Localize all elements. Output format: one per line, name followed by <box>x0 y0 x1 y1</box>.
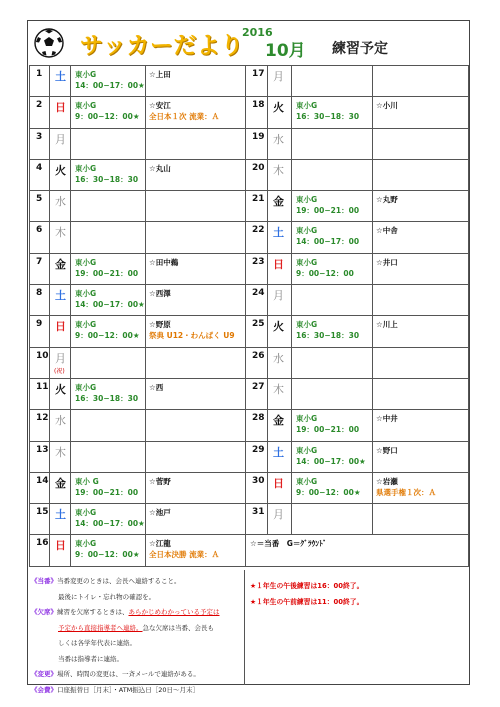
calendar-row <box>30 504 246 535</box>
duty-name: ☆小川 <box>376 101 398 111</box>
calendar-row <box>246 504 469 535</box>
day-of-week <box>50 441 71 472</box>
practice-place: 東小G <box>296 257 318 267</box>
calendar-row <box>30 441 246 472</box>
practice-place: 東小G <box>75 382 97 392</box>
duty-cell <box>373 410 469 441</box>
day-of-week-label: 金 <box>55 476 66 490</box>
day-number: 12 <box>30 410 50 441</box>
practice-cell <box>292 347 373 378</box>
practice-place: 東小G <box>296 320 318 330</box>
day-of-week <box>268 347 292 378</box>
practice-cell <box>292 410 373 441</box>
day-of-week <box>268 504 292 535</box>
side-notes <box>250 578 363 610</box>
day-number: 23 <box>246 253 268 284</box>
duty-name: ☆西 <box>149 382 164 392</box>
calendar-row <box>246 222 469 253</box>
note-text: しくは各学年代表に連絡。 <box>58 639 136 647</box>
day-of-week <box>268 66 292 97</box>
day-number: 5 <box>30 191 50 222</box>
day-of-week-label: 月 <box>273 289 284 303</box>
practice-time: 9：00−12：00★ <box>296 487 361 497</box>
note-text: 急な欠席は当番、会長も <box>142 623 214 632</box>
duty-name: ☆中舎 <box>376 226 398 236</box>
practice-cell <box>71 472 146 503</box>
practice-cell <box>71 378 146 409</box>
day-of-week <box>268 159 292 190</box>
day-number: 29 <box>246 441 268 472</box>
practice-time: 16：30−18：30 <box>75 393 139 403</box>
practice-cell <box>71 191 146 222</box>
practice-place: 東小G <box>296 445 318 455</box>
legend-text: ☆＝当番 G＝ｸﾞﾗｳﾝﾄﾞ <box>246 535 469 566</box>
duty-cell <box>373 66 469 97</box>
practice-cell <box>71 128 146 159</box>
duty-cell <box>146 504 246 535</box>
practice-cell <box>292 472 373 503</box>
practice-place: 東小G <box>75 320 97 330</box>
day-of-week <box>268 441 292 472</box>
calendar-row <box>30 472 246 503</box>
practice-time: 14：00−17：00★ <box>296 456 366 466</box>
practice-time: 14：00−17：00 <box>296 237 360 247</box>
legend-row <box>246 535 469 566</box>
note-text: 最後にトイレ・忘れ物の確認を。 <box>58 592 156 601</box>
day-of-week-label: 土 <box>55 289 66 303</box>
day-of-week-label: 水 <box>273 351 284 365</box>
practice-place: 東小G <box>75 508 97 518</box>
calendar-row <box>30 97 246 128</box>
practice-cell <box>292 159 373 190</box>
practice-place: 東小G <box>75 70 97 79</box>
day-of-week <box>50 285 71 316</box>
calendar-row <box>30 347 246 378</box>
calendar-right <box>245 65 469 567</box>
calendar-row <box>246 97 469 128</box>
day-number: 28 <box>246 410 268 441</box>
calendar-row <box>30 253 246 284</box>
practice-time: 9：00−12：00★ <box>75 112 140 122</box>
day-number: 14 <box>30 472 50 503</box>
day-of-week <box>268 97 292 128</box>
day-of-week-label: 木 <box>55 226 66 240</box>
practice-cell <box>71 253 146 284</box>
duty-cell <box>146 441 246 472</box>
day-of-week-label: 日 <box>55 101 66 115</box>
day-number: 30 <box>246 472 268 503</box>
day-of-week <box>50 66 71 97</box>
duty-cell <box>373 347 469 378</box>
calendar-row <box>246 316 469 347</box>
practice-cell <box>71 222 146 253</box>
day-of-week-label: 火 <box>273 320 284 334</box>
duty-cell <box>373 222 469 253</box>
duty-name: ☆安江 <box>149 101 171 111</box>
day-number: 26 <box>246 347 268 378</box>
duty-cell <box>373 191 469 222</box>
calendar-row <box>30 410 246 441</box>
day-number: 1 <box>30 66 50 97</box>
practice-time: 19：00−21：00 <box>75 268 139 278</box>
day-number: 4 <box>30 159 50 190</box>
day-of-week-label: 火 <box>55 163 66 177</box>
event-note: 全日本決勝 流業：Ａ <box>149 550 220 560</box>
note-tag: 《当番》 <box>31 577 57 585</box>
newsletter-title: サッカーだより <box>80 33 245 59</box>
practice-time: 14：00−17：00★ <box>75 81 145 90</box>
practice-cell <box>71 441 146 472</box>
day-of-week-label: 水 <box>273 132 284 146</box>
day-number: 2 <box>30 97 50 128</box>
day-number: 10 <box>30 347 50 378</box>
day-of-week <box>50 253 71 284</box>
note-tag: 《会費》 <box>31 685 57 694</box>
practice-place: 東小G <box>296 226 318 236</box>
duty-name: ☆上田 <box>149 70 171 79</box>
practice-cell <box>292 253 373 284</box>
practice-cell <box>71 535 146 566</box>
calendar-row <box>246 410 469 441</box>
event-note: 県選手権１次：Ａ <box>376 487 436 497</box>
practice-cell <box>292 378 373 409</box>
day-number: 21 <box>246 191 268 222</box>
practice-cell <box>71 347 146 378</box>
side-note: ★１年生の午前練習は11：00終了。 <box>250 598 364 606</box>
day-of-week <box>268 472 292 503</box>
practice-place: 東小G <box>296 101 318 111</box>
day-number: 19 <box>246 128 268 159</box>
practice-cell <box>71 504 146 535</box>
day-of-week-label: 水 <box>55 414 66 428</box>
day-of-week <box>50 97 71 128</box>
calendar-row <box>30 191 246 222</box>
calendar-row <box>246 253 469 284</box>
day-number: 27 <box>246 378 268 409</box>
holiday-mark: (祝) <box>54 367 65 375</box>
day-of-week <box>268 316 292 347</box>
day-of-week-label: 土 <box>273 226 284 240</box>
day-number: 31 <box>246 504 268 535</box>
duty-cell <box>146 347 246 378</box>
note-emphasis: あらかじめわかっている予定は <box>128 608 220 616</box>
practice-cell <box>71 66 146 97</box>
day-of-week <box>50 472 71 503</box>
event-note: 祭典 U12・わんぱく U9 <box>149 331 235 341</box>
day-of-week-label: 火 <box>55 382 66 396</box>
practice-place: 東小G <box>75 257 97 267</box>
day-number: 8 <box>30 285 50 316</box>
day-of-week <box>50 410 71 441</box>
practice-cell <box>71 316 146 347</box>
duty-name: ☆井口 <box>376 257 398 267</box>
practice-cell <box>292 441 373 472</box>
side-note: ★１年生の午後練習は16：00終了。 <box>250 582 364 590</box>
practice-cell <box>292 504 373 535</box>
calendar-row <box>30 285 246 316</box>
day-of-week <box>50 128 71 159</box>
note-emphasis: 予定から直接指導者へ連絡。 <box>58 623 143 632</box>
day-of-week <box>268 410 292 441</box>
practice-time: 14：00−17：00★ <box>75 300 145 310</box>
duty-cell <box>373 128 469 159</box>
duty-cell <box>146 535 246 566</box>
day-of-week-label: 金 <box>273 414 284 428</box>
day-of-week-label: 火 <box>273 101 284 115</box>
calendar-row <box>246 191 469 222</box>
day-of-week-label: 月 <box>55 351 66 365</box>
day-of-week-label: 月 <box>273 508 284 522</box>
schedule-heading: 練習予定 <box>332 41 388 57</box>
day-number: 18 <box>246 97 268 128</box>
practice-time: 16：30−18：30 <box>75 174 139 184</box>
duty-cell <box>146 128 246 159</box>
day-number: 9 <box>30 316 50 347</box>
practice-time: 14：00−17：00★ <box>75 519 145 529</box>
practice-time: 16：30−18：30 <box>296 112 360 122</box>
practice-cell <box>71 285 146 316</box>
day-number: 13 <box>30 441 50 472</box>
day-of-week-label: 土 <box>55 70 66 83</box>
calendar-row <box>30 535 246 566</box>
duty-cell <box>373 253 469 284</box>
duty-name: ☆岩瀬 <box>376 476 398 486</box>
duty-cell <box>373 504 469 535</box>
duty-name: ☆丸山 <box>149 163 171 173</box>
practice-place: 東小G <box>75 539 97 549</box>
practice-cell <box>292 285 373 316</box>
day-of-week <box>50 191 71 222</box>
duty-cell <box>146 253 246 284</box>
day-number: 20 <box>246 159 268 190</box>
duty-cell <box>373 378 469 409</box>
day-of-week-label: 日 <box>273 476 284 490</box>
day-of-week-label: 土 <box>55 508 66 522</box>
day-of-week-label: 日 <box>55 320 66 334</box>
day-of-week-label: 金 <box>273 195 284 209</box>
duty-cell <box>146 159 246 190</box>
calendar-row <box>30 128 246 159</box>
note-tag: 《変更》 <box>31 670 57 678</box>
duty-cell <box>373 285 469 316</box>
event-note: 全日本１次 流業：Ａ <box>149 112 220 122</box>
duty-name: ☆池戸 <box>149 508 171 518</box>
note-tag: 《欠席》 <box>31 608 57 616</box>
calendar-row <box>30 378 246 409</box>
day-of-week <box>50 378 71 409</box>
day-number: 22 <box>246 222 268 253</box>
day-of-week-label: 木 <box>55 445 66 459</box>
day-number: 6 <box>30 222 50 253</box>
calendar-row <box>246 378 469 409</box>
practice-cell <box>71 410 146 441</box>
practice-place: 東小G <box>75 163 97 173</box>
practice-cell <box>292 191 373 222</box>
practice-cell <box>292 128 373 159</box>
practice-place: 東小G <box>75 101 97 111</box>
practice-place: 東小G <box>296 476 318 486</box>
note-text: 当番変更のときは、会長へ連絡すること。 <box>57 577 181 585</box>
practice-cell <box>71 159 146 190</box>
practice-time: 16：30−18：30 <box>296 331 360 341</box>
duty-cell <box>146 285 246 316</box>
duty-name: ☆丸野 <box>376 195 398 205</box>
duty-name: ☆野原 <box>149 320 171 330</box>
calendar-row <box>30 222 246 253</box>
practice-place: 東小G <box>296 195 318 205</box>
note-text: 練習を欠席するときは、 <box>57 608 129 616</box>
notes-divider <box>244 570 245 685</box>
day-of-week <box>50 347 71 378</box>
practice-time: 19：00−21：00 <box>296 425 360 435</box>
practice-place: 東小G <box>296 414 318 424</box>
day-of-week-label: 月 <box>273 70 284 83</box>
day-of-week <box>50 222 71 253</box>
calendar-row <box>30 66 246 97</box>
calendar-row <box>246 441 469 472</box>
duty-name: ☆菅野 <box>149 476 171 486</box>
practice-place: 東小 G <box>75 476 99 486</box>
day-of-week-label: 土 <box>273 445 284 459</box>
duty-cell <box>146 410 246 441</box>
day-of-week-label: 木 <box>273 382 284 396</box>
duty-cell <box>146 472 246 503</box>
day-number: 17 <box>246 66 268 97</box>
day-number: 11 <box>30 378 50 409</box>
note-text: 口座振替日［月末］・ATM振込日［20日〜月末］ <box>57 685 200 694</box>
practice-time: 9：00−12：00★ <box>75 550 140 560</box>
day-of-week-label: 木 <box>273 163 284 177</box>
calendar-row <box>246 66 469 97</box>
day-of-week <box>50 159 71 190</box>
day-of-week-label: 月 <box>55 132 66 146</box>
practice-cell <box>292 316 373 347</box>
calendar-row <box>246 159 469 190</box>
month-label: 10月 <box>265 41 306 61</box>
practice-time: 9：00−12：00★ <box>75 331 140 341</box>
calendar-row <box>30 316 246 347</box>
duty-cell <box>146 316 246 347</box>
soccer-ball-icon <box>34 28 64 58</box>
year-label: 2016 <box>242 26 273 39</box>
day-of-week <box>268 222 292 253</box>
day-number: 7 <box>30 253 50 284</box>
practice-cell <box>292 66 373 97</box>
duty-cell <box>373 316 469 347</box>
duty-cell <box>373 159 469 190</box>
duty-cell <box>146 222 246 253</box>
duty-cell <box>146 97 246 128</box>
duty-name: ☆田中鵜 <box>149 257 179 267</box>
day-number: 3 <box>30 128 50 159</box>
calendar-left <box>29 65 246 567</box>
notes-block <box>31 574 244 698</box>
calendar-row <box>246 347 469 378</box>
day-of-week <box>50 504 71 535</box>
duty-cell <box>146 191 246 222</box>
day-of-week-label: 金 <box>55 257 66 271</box>
practice-cell <box>292 97 373 128</box>
duty-cell <box>373 441 469 472</box>
calendar-row <box>246 285 469 316</box>
calendar-row <box>246 472 469 503</box>
duty-name: ☆野口 <box>376 445 398 455</box>
day-number: 25 <box>246 316 268 347</box>
day-of-week <box>268 253 292 284</box>
day-of-week <box>268 191 292 222</box>
practice-place: 東小G <box>75 289 97 299</box>
note-text: 当番は指導者に連絡。 <box>58 654 123 663</box>
day-of-week <box>268 378 292 409</box>
duty-cell <box>146 378 246 409</box>
day-of-week <box>50 535 71 566</box>
practice-cell <box>292 222 373 253</box>
day-of-week-label: 水 <box>55 195 66 209</box>
duty-cell <box>373 472 469 503</box>
note-text: 場所、時間の変更は、一斉メールで連絡がある。 <box>57 670 200 678</box>
duty-cell <box>146 66 246 97</box>
day-of-week-label: 日 <box>273 257 284 271</box>
practice-time: 19：00−21：00 <box>296 206 360 216</box>
day-number: 16 <box>30 535 50 566</box>
duty-name: ☆中井 <box>376 414 398 424</box>
day-of-week <box>50 316 71 347</box>
calendar-row <box>30 159 246 190</box>
duty-name: ☆川上 <box>376 320 398 330</box>
day-of-week-label: 日 <box>55 539 66 553</box>
day-number: 15 <box>30 504 50 535</box>
practice-cell <box>71 97 146 128</box>
practice-time: 9：00−12：00 <box>296 268 354 278</box>
duty-name: ☆西澤 <box>149 289 171 299</box>
day-of-week <box>268 285 292 316</box>
day-number: 24 <box>246 285 268 316</box>
duty-name: ☆江龍 <box>149 539 171 549</box>
practice-time: 19：00−21：00 <box>75 487 139 497</box>
day-of-week <box>268 128 292 159</box>
calendar-row <box>246 128 469 159</box>
duty-cell <box>373 97 469 128</box>
